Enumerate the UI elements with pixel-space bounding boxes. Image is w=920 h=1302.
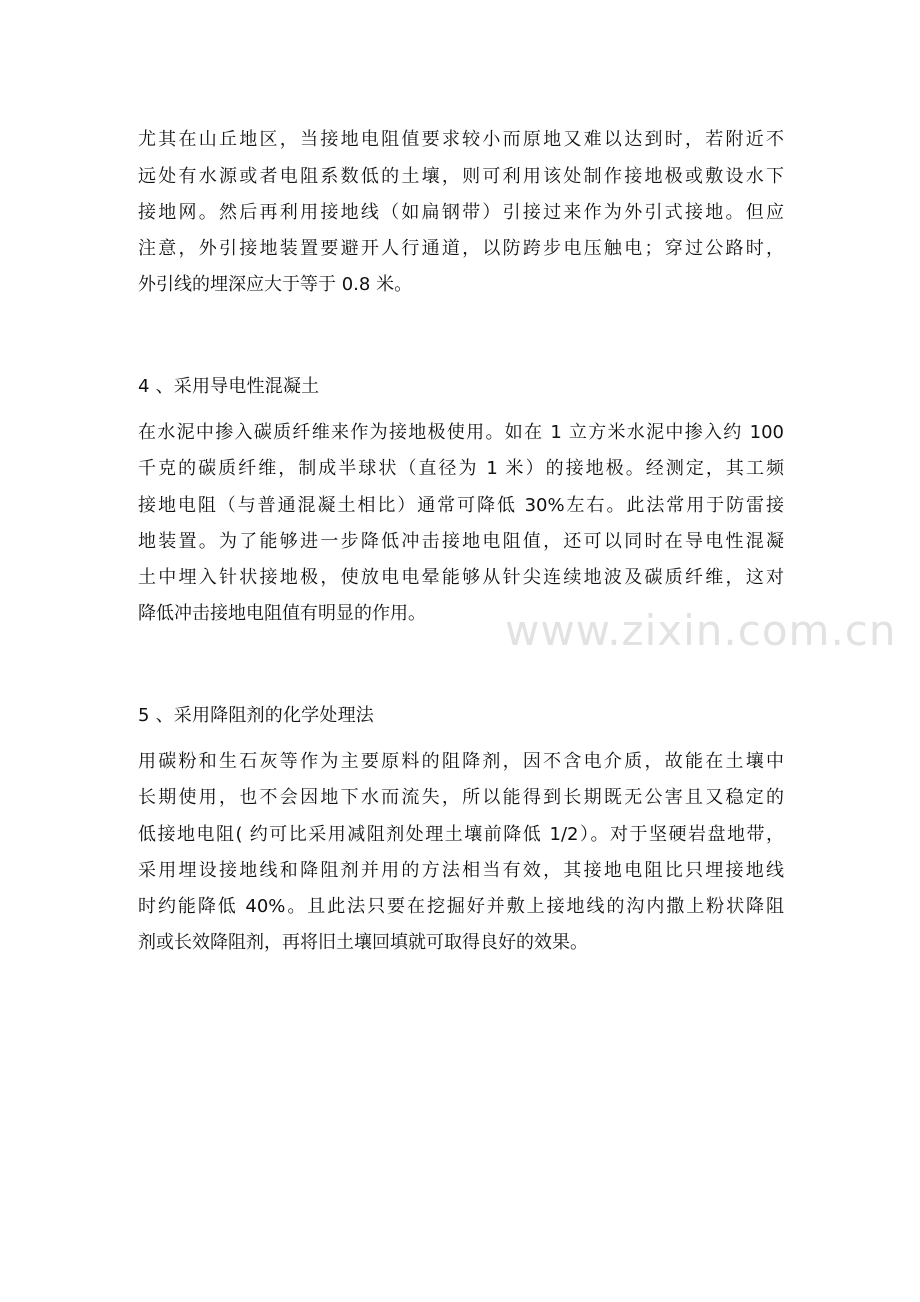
paragraph-line: 时约能降低 40%。且此法只要在挖掘好并敷上接地线的沟内撒上粉状降阻 [138,896,784,917]
paragraph-line: 降低冲击接地电阻值有明显的作用。 [138,603,426,624]
paragraph-line: 注意，外引接地装置要避开人行通道，以防跨步电压触电；穿过公路时， [138,238,784,259]
paragraph-line: 低接地电阻( 约可比采用减阻剂处理土壤前降低 1/2）。对于坚硬岩盘地带， [138,824,784,845]
paragraph-line: 用碳粉和生石灰等作为主要原料的阻降剂，因不含电介质，故能在土壤中 [138,751,784,772]
paragraph-line: 剂或长效降阻剂，再将旧土壤回填就可取得良好的效果。 [138,932,588,953]
paragraph-line: 长期使用，也不会因地下水而流失，所以能得到长期既无公害且又稳定的 [138,787,784,808]
paragraph-line: 接地网。然后再利用接地线（如扁钢带）引接过来作为外引式接地。但应 [138,202,784,223]
watermark-text: www.zixin.com.cn [505,606,897,655]
section-heading: 4 、采用导电性混凝土 [138,376,320,397]
section-heading: 5 、采用降阻剂的化学处理法 [138,705,374,726]
paragraph-line: 千克的碳质纤维，制成半球状（直径为 1 米）的接地极。经测定，其工频 [138,458,784,479]
paragraph-line: 接地电阻（与普通混凝土相比）通常可降低 30%左右。此法常用于防雷接 [138,495,784,516]
paragraph-line: 远处有水源或者电阻系数低的土壤，则可利用该处制作接地极或敷设水下 [138,166,784,187]
paragraph-line: 地装置。为了能够进一步降低冲击接地电阻值，还可以同时在导电性混凝 [138,531,784,552]
paragraph-line: 在水泥中掺入碳质纤维来作为接地极使用。如在 1 立方米水泥中掺入约 100 [138,422,784,443]
paragraph-line: 土中埋入针状接地极，使放电电晕能够从针尖连续地波及碳质纤维，这对 [138,567,784,588]
paragraph-line: 外引线的埋深应大于等于 0.8 米。 [138,274,413,295]
paragraph-line: 尤其在山丘地区，当接地电阻值要求较小而原地又难以达到时，若附近不 [138,129,784,150]
paragraph-line: 采用埋设接地线和降阻剂并用的方法相当有效，其接地电阻比只埋接地线 [138,860,784,881]
